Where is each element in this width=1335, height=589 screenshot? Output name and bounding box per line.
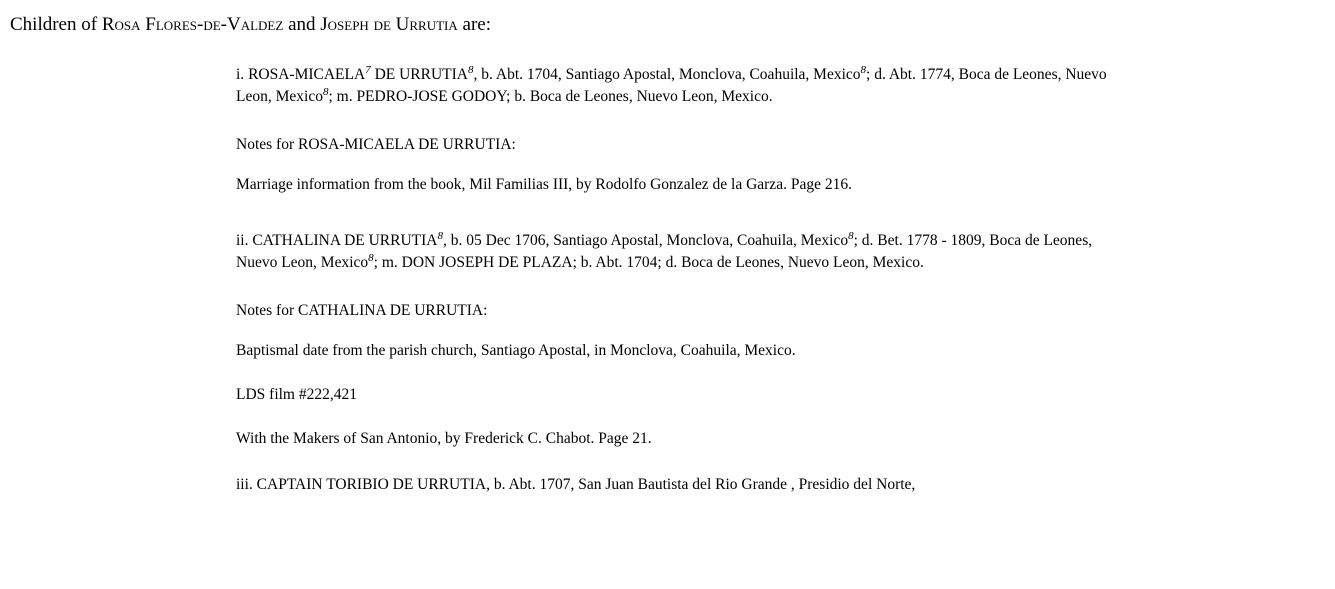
note-text: LDS film #222,421 bbox=[236, 386, 357, 403]
children-list bbox=[236, 64, 1116, 496]
child-birth-detail: , b. 05 Dec 1706, Santiago Apostal, Monclova, Coahuila, Mexico bbox=[443, 232, 849, 249]
heading-conjunction: and bbox=[283, 14, 321, 35]
page-title bbox=[0, 12, 1335, 38]
child-marker: ii. bbox=[236, 232, 249, 249]
list-item bbox=[236, 64, 1116, 108]
citation-superscript: 8 bbox=[437, 229, 444, 242]
child-detail-tail: ; d. Abt. bbox=[866, 66, 916, 83]
heading-mother-name: Rosa Flores-de-Valdez bbox=[101, 14, 284, 35]
citation-superscript: 8 bbox=[860, 63, 867, 76]
child-detail-tail: ; d. Bet. 1778 - bbox=[853, 232, 947, 249]
child-name: ROSA-MICAELA bbox=[248, 66, 366, 83]
citation-superscript: 8 bbox=[322, 85, 329, 98]
child-marriage-detail: ; m. PEDRO-JOSE GODOY; b. Boca de Leones, Nuevo Leon, bbox=[328, 88, 718, 105]
citation-superscript: 8 bbox=[368, 251, 374, 264]
list-item bbox=[236, 230, 1116, 274]
child-death-detail: 1774, Boca de Leones, Nuevo Leon, Mexico bbox=[236, 66, 1107, 105]
child-birth-detail: , b. Abt. 1704, Santiago Apostal, Monclova, Coahuila, Mexico bbox=[473, 66, 861, 83]
heading-father-name: Joseph de Urrutia bbox=[320, 14, 458, 35]
child-surname: DE URRUTIA bbox=[370, 66, 468, 83]
child-name: CATHALINA DE URRUTIA bbox=[252, 232, 438, 249]
note-text: With the Makers of San Antonio, by Frederick C. Chabot. Page 21. bbox=[236, 430, 652, 447]
child-death-detail: 1809, Boca de Leones, Nuevo Leon, Mexico bbox=[236, 232, 1093, 271]
child-detail-final: Mexico. bbox=[721, 88, 773, 105]
citation-superscript: 8 bbox=[848, 229, 854, 242]
citation-superscript: 8 bbox=[468, 63, 474, 76]
child-name: CAPTAIN TORIBIO DE URRUTIA bbox=[256, 476, 487, 493]
child-detail-final: Nuevo Leon, Mexico. bbox=[787, 254, 924, 271]
notes-title: Notes for ROSA-MICAELA DE URRUTIA: bbox=[236, 136, 516, 153]
note-text: Baptismal date from the parish church, Santiago Apostal, in Monclova, Coahuila, Mexico. bbox=[236, 342, 796, 359]
heading-lead: Children of bbox=[10, 14, 102, 35]
generation-superscript: 7 bbox=[365, 63, 371, 76]
spacer bbox=[236, 220, 1116, 230]
child-marker: iii. bbox=[236, 476, 253, 493]
child-marker: i. bbox=[236, 66, 245, 83]
notes-title: Notes for CATHALINA DE URRUTIA: bbox=[236, 302, 488, 319]
child-birth-detail: , b. Abt. 1707, San Juan Bautista del Rio Grande , Presidio del Norte, bbox=[486, 476, 916, 493]
note-text: Marriage information from the book, Mil Familias III, by Rodolfo Gonzalez de la Garza. Page 216. bbox=[236, 176, 852, 193]
heading-trail: are: bbox=[457, 14, 491, 35]
child-marriage-detail: ; m. DON JOSEPH DE PLAZA; b. Abt. 1704; d. Boca de Leones, bbox=[373, 254, 784, 271]
list-item bbox=[236, 474, 1116, 496]
